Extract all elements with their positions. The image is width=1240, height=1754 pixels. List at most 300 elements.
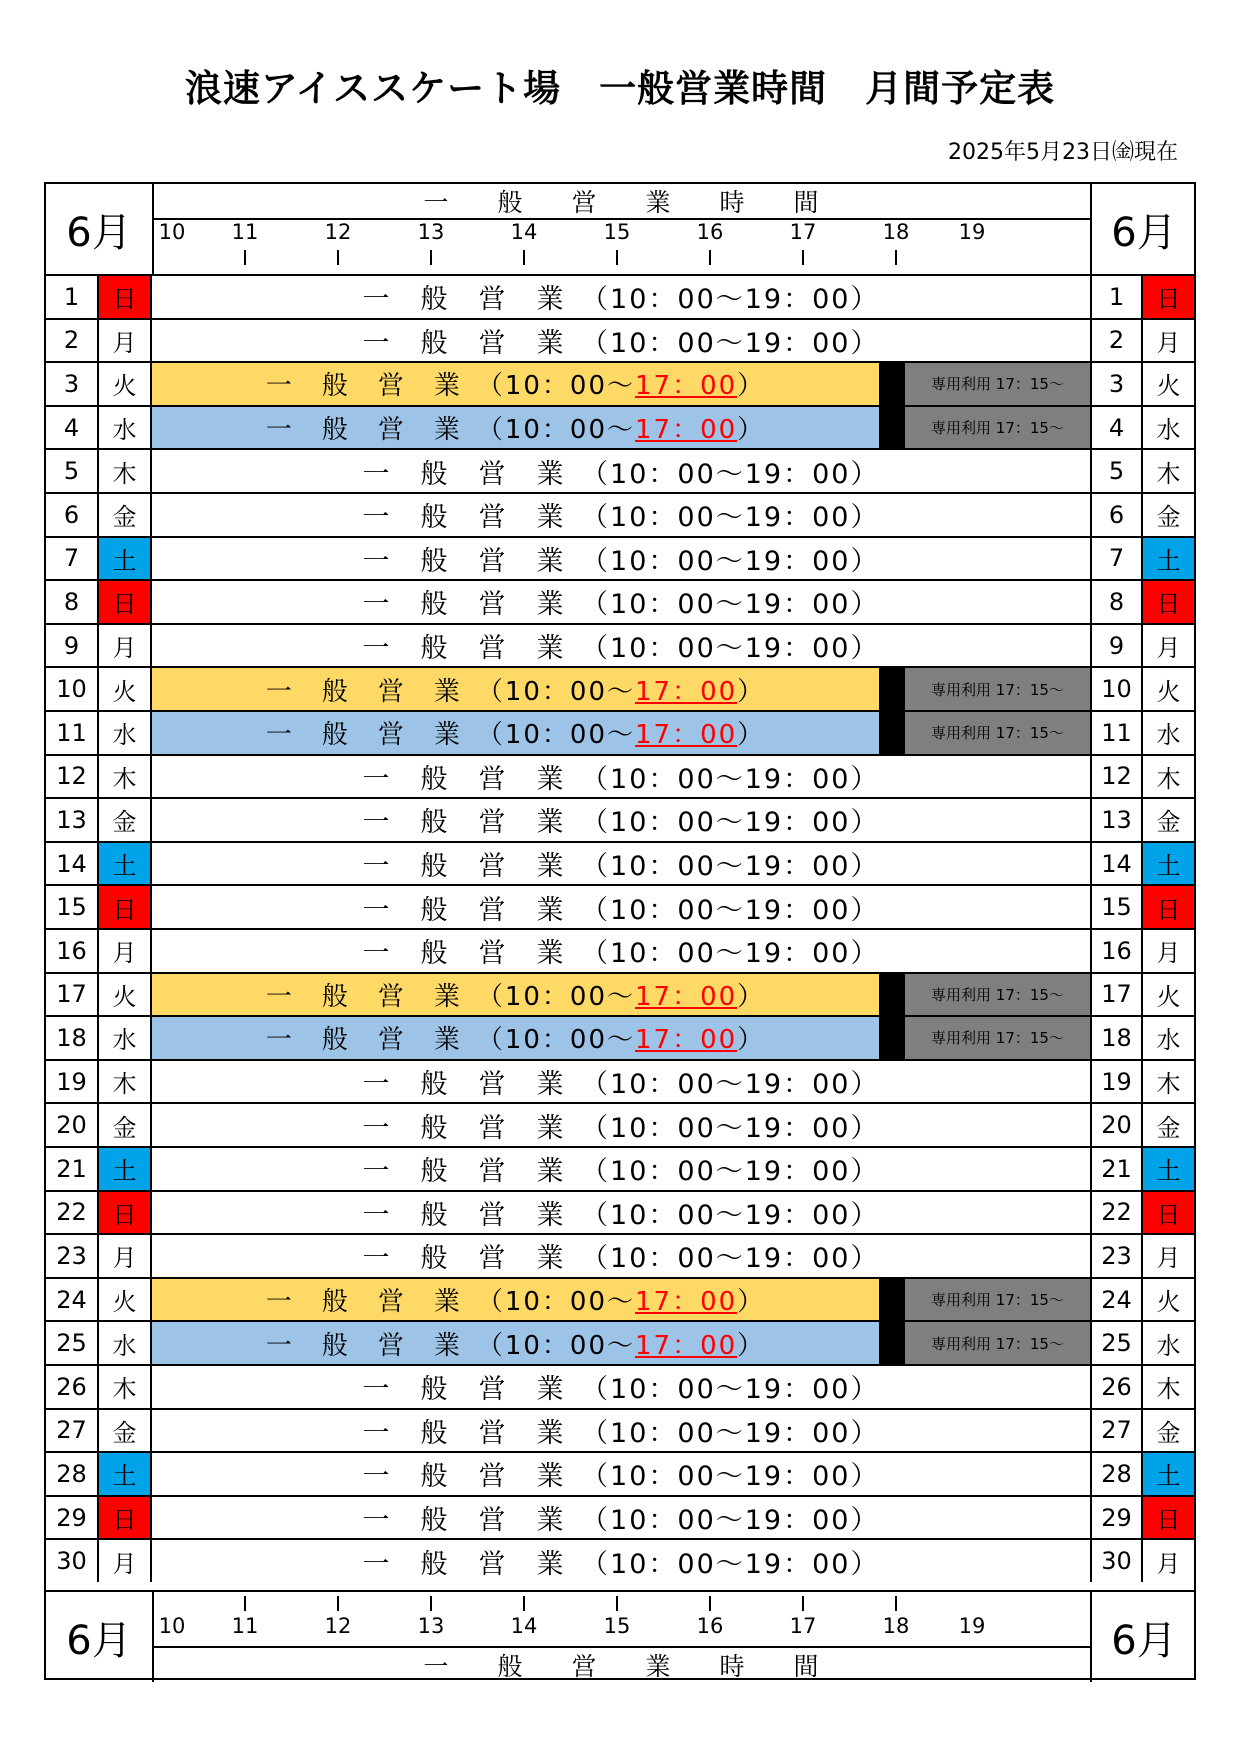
date-number: 26	[46, 1366, 99, 1408]
hour-tick-label: 19	[958, 1614, 986, 1638]
hours-bar	[152, 450, 1090, 492]
general-hours-text: 一 般 営 業 （10：00～19：00）	[362, 763, 880, 795]
weekday-label: 土	[1143, 538, 1194, 580]
weekday-label: 火	[1156, 982, 1181, 1011]
weekday-cell	[99, 320, 152, 362]
weekday-cell	[99, 843, 152, 885]
general-hours-text: 一 般 営 業 （10：00～19：00）	[362, 851, 880, 883]
schedule-table	[44, 182, 1196, 1680]
hours-bar	[152, 843, 1090, 885]
hours-bar	[152, 1410, 1090, 1452]
date-number: 27	[46, 1410, 99, 1452]
as-of-date: 2025年5月23日㈮現在	[948, 140, 1178, 165]
date-number: 26	[1090, 1366, 1143, 1408]
hour-tick-mark	[430, 1596, 432, 1611]
date-number: 9	[1090, 625, 1143, 667]
weekday-cell	[1143, 1540, 1194, 1582]
general-hours-text: 一 般 営 業 （10：00～19：00）	[362, 1461, 880, 1493]
hour-tick-label: 17	[789, 1614, 817, 1638]
general-hours-text: 一 般 営 業 （10：00～19：00）	[362, 1112, 880, 1144]
short-hours-suffix: ）	[737, 371, 766, 402]
general-hours-text: 一 般 営 業 （10：00～19：00）	[362, 327, 880, 359]
general-hours-text: 一 般 営 業 （10：00～19：00）	[362, 589, 880, 621]
short-hours-prefix: 一 般 営 業 （10：00～	[265, 981, 635, 1012]
time-axis-top	[152, 184, 1090, 274]
hours-bar	[152, 930, 1090, 972]
hours-bar	[152, 1540, 1090, 1582]
day-row	[46, 1451, 1194, 1495]
weekday-cell	[1143, 712, 1194, 754]
weekday-cell	[99, 276, 152, 318]
weekday-label: 火	[112, 677, 137, 706]
date-number: 7	[46, 538, 99, 580]
hours-bar	[152, 363, 1090, 405]
weekday-label: 金	[112, 1113, 137, 1142]
day-row	[46, 754, 1194, 798]
early-close-time: 17：00	[634, 981, 738, 1012]
date-number: 22	[1090, 1192, 1143, 1234]
weekday-cell	[1143, 1017, 1194, 1059]
weekday-cell	[1143, 1235, 1194, 1277]
short-hours-suffix: ）	[737, 1330, 766, 1361]
closed-gap-block	[879, 712, 905, 754]
weekday-label: 水	[112, 416, 137, 445]
private-use-block: 専用利用 17：15～	[905, 974, 1090, 1016]
weekday-cell	[99, 1410, 152, 1452]
weekday-cell	[1143, 494, 1194, 536]
hours-bar	[152, 1497, 1090, 1539]
hours-bar	[152, 407, 1090, 449]
short-hours-suffix: ）	[737, 1287, 766, 1318]
short-hours-bar	[152, 1322, 879, 1364]
hour-tick-mark	[430, 250, 432, 265]
date-number: 8	[1090, 581, 1143, 623]
weekday-label: 日	[1143, 1497, 1194, 1539]
date-number: 23	[46, 1235, 99, 1277]
day-row	[46, 405, 1194, 449]
weekday-label: 水	[112, 1026, 137, 1055]
weekday-label: 月	[1156, 634, 1181, 663]
weekday-cell	[99, 1279, 152, 1321]
hour-tick-mark	[895, 250, 897, 265]
axis-label-char: 一	[423, 188, 449, 217]
date-number: 18	[1090, 1017, 1143, 1059]
hour-tick-label: 16	[696, 1614, 724, 1638]
weekday-label: 金	[112, 808, 137, 837]
hours-bar	[152, 538, 1090, 580]
day-row	[46, 536, 1194, 580]
weekday-label: 土	[99, 843, 150, 885]
time-axis-bottom	[152, 1592, 1090, 1682]
hour-tick-mark	[244, 1596, 246, 1611]
hour-tick-label: 12	[324, 1614, 352, 1638]
short-hours-prefix: 一 般 営 業 （10：00～	[265, 371, 635, 402]
weekday-cell	[99, 625, 152, 667]
short-hours-bar	[152, 407, 879, 449]
weekday-label: 水	[1156, 721, 1181, 750]
general-hours-text: 一 般 営 業 （10：00～19：00）	[362, 1548, 880, 1580]
weekday-label: 日	[99, 581, 150, 623]
weekday-label: 金	[1156, 1418, 1181, 1447]
weekday-label: 日	[1143, 1192, 1194, 1234]
short-hours-bar	[152, 668, 879, 710]
short-hours-suffix: ）	[737, 1025, 766, 1056]
hour-tick-mark	[337, 250, 339, 265]
day-row	[46, 666, 1194, 710]
hour-tick-label: 14	[510, 1614, 538, 1638]
weekday-label: 土	[1143, 1453, 1194, 1495]
short-hours-suffix: ）	[737, 676, 766, 707]
early-close-time: 17：00	[634, 1025, 738, 1056]
weekday-label: 月	[1156, 328, 1181, 357]
day-row	[46, 1146, 1194, 1190]
axis-label-char: 業	[645, 188, 671, 217]
general-hours-text: 一 般 営 業 （10：00～19：00）	[362, 502, 880, 534]
short-hours-bar	[152, 712, 879, 754]
weekday-cell	[99, 494, 152, 536]
general-hours-text: 一 般 営 業 （10：00～19：00）	[362, 894, 880, 926]
weekday-cell	[1143, 1366, 1194, 1408]
axis-label-char: 間	[793, 188, 819, 217]
day-row	[46, 797, 1194, 841]
date-number: 19	[46, 1061, 99, 1103]
hour-tick-label: 13	[417, 1614, 445, 1638]
weekday-cell	[1143, 974, 1194, 1016]
date-number: 20	[46, 1104, 99, 1146]
day-row	[46, 1495, 1194, 1539]
weekday-label: 日	[99, 1497, 150, 1539]
hours-bar	[152, 1017, 1090, 1059]
weekday-label: 月	[112, 1549, 137, 1578]
hour-tick-label: 11	[231, 1614, 259, 1638]
hours-bar	[152, 1061, 1090, 1103]
general-hours-text: 一 般 営 業 （10：00～19：00）	[362, 1243, 880, 1275]
hour-tick-mark	[523, 250, 525, 265]
weekday-cell	[99, 363, 152, 405]
closed-gap-block	[879, 974, 905, 1016]
weekday-label: 月	[1156, 1549, 1181, 1578]
day-row	[46, 1364, 1194, 1408]
private-use-block: 専用利用 17：15～	[905, 1322, 1090, 1364]
date-number: 9	[46, 625, 99, 667]
weekday-label: 金	[1156, 1113, 1181, 1142]
private-use-block: 専用利用 17：15～	[905, 668, 1090, 710]
weekday-label: 金	[112, 1418, 137, 1447]
weekday-cell	[1143, 1104, 1194, 1146]
axis-label-char: 時	[719, 1652, 745, 1681]
weekday-label: 水	[1156, 1331, 1181, 1360]
day-row	[46, 274, 1194, 318]
hours-bar	[152, 1192, 1090, 1234]
hours-bar	[152, 756, 1090, 798]
weekday-cell	[99, 1061, 152, 1103]
hours-bar	[152, 1235, 1090, 1277]
hour-tick-mark	[709, 250, 711, 265]
weekday-cell	[99, 668, 152, 710]
weekday-label: 土	[1143, 1148, 1194, 1190]
weekday-cell	[99, 886, 152, 928]
weekday-label: 土	[99, 1148, 150, 1190]
date-number: 4	[46, 407, 99, 449]
hours-bar	[152, 886, 1090, 928]
weekday-cell	[1143, 363, 1194, 405]
weekday-cell	[99, 1366, 152, 1408]
month-label-bottom-left: 6月	[46, 1592, 154, 1682]
date-number: 7	[1090, 538, 1143, 580]
day-row	[46, 1408, 1194, 1452]
hours-bar	[152, 668, 1090, 710]
closed-gap-block	[879, 407, 905, 449]
general-hours-text: 一 般 営 業 （10：00～19：00）	[362, 1156, 880, 1188]
date-number: 3	[1090, 363, 1143, 405]
day-row	[46, 492, 1194, 536]
short-hours-bar	[152, 363, 879, 405]
weekday-cell	[1143, 756, 1194, 798]
hour-tick-label: 17	[789, 220, 817, 244]
weekday-label: 日	[1143, 276, 1194, 318]
weekday-label: 火	[1156, 1288, 1181, 1317]
weekday-cell	[99, 1192, 152, 1234]
date-number: 2	[1090, 320, 1143, 362]
hour-tick-mark	[616, 1596, 618, 1611]
date-number: 6	[1090, 494, 1143, 536]
weekday-label: 水	[1156, 416, 1181, 445]
early-close-time: 17：00	[634, 371, 738, 402]
weekday-label: 木	[1156, 1375, 1181, 1404]
date-number: 17	[1090, 974, 1143, 1016]
hour-tick-mark	[244, 250, 246, 265]
hour-tick-label: 19	[958, 220, 986, 244]
date-number: 29	[46, 1497, 99, 1539]
day-row	[46, 972, 1194, 1016]
hour-tick-label: 18	[882, 220, 910, 244]
weekday-label: 土	[99, 1453, 150, 1495]
hours-bar	[152, 494, 1090, 536]
weekday-label: 火	[112, 1288, 137, 1317]
axis-label-char: 般	[497, 188, 523, 217]
general-hours-text: 一 般 営 業 （10：00～19：00）	[362, 1417, 880, 1449]
axis-label-char: 業	[645, 1652, 671, 1681]
axis-label-char: 般	[497, 1652, 523, 1681]
date-number: 21	[1090, 1148, 1143, 1190]
date-number: 30	[1090, 1540, 1143, 1582]
hours-bar	[152, 625, 1090, 667]
general-hours-text: 一 般 営 業 （10：00～19：00）	[362, 1069, 880, 1101]
weekday-cell	[1143, 538, 1194, 580]
weekday-cell	[99, 581, 152, 623]
date-number: 12	[1090, 756, 1143, 798]
weekday-label: 金	[1156, 503, 1181, 532]
weekday-label: 木	[1156, 1070, 1181, 1099]
date-number: 10	[46, 668, 99, 710]
weekday-cell	[99, 407, 152, 449]
hours-bar	[152, 799, 1090, 841]
short-hours-prefix: 一 般 営 業 （10：00～	[265, 415, 635, 446]
hours-bar	[152, 1453, 1090, 1495]
date-number: 19	[1090, 1061, 1143, 1103]
date-number: 25	[46, 1322, 99, 1364]
date-number: 18	[46, 1017, 99, 1059]
hour-tick-mark	[802, 1596, 804, 1611]
date-number: 11	[46, 712, 99, 754]
weekday-cell	[99, 1104, 152, 1146]
date-number: 14	[1090, 843, 1143, 885]
weekday-cell	[99, 974, 152, 1016]
weekday-cell	[1143, 930, 1194, 972]
date-number: 15	[1090, 886, 1143, 928]
weekday-label: 木	[112, 1070, 137, 1099]
short-hours-prefix: 一 般 営 業 （10：00～	[265, 1025, 635, 1056]
private-use-block: 専用利用 17：15～	[905, 712, 1090, 754]
day-row	[46, 1102, 1194, 1146]
weekday-cell	[1143, 1192, 1194, 1234]
short-hours-prefix: 一 般 営 業 （10：00～	[265, 676, 635, 707]
weekday-label: 土	[99, 538, 150, 580]
short-hours-bar	[152, 974, 879, 1016]
private-use-block: 専用利用 17：15～	[905, 1017, 1090, 1059]
date-number: 28	[46, 1453, 99, 1495]
general-hours-text: 一 般 営 業 （10：00～19：00）	[362, 458, 880, 490]
weekday-label: 月	[112, 1244, 137, 1273]
weekday-cell	[99, 1497, 152, 1539]
hours-bar	[152, 320, 1090, 362]
day-row	[46, 1277, 1194, 1321]
general-hours-text: 一 般 営 業 （10：00～19：00）	[362, 1199, 880, 1231]
date-number: 29	[1090, 1497, 1143, 1539]
hour-tick-label: 12	[324, 220, 352, 244]
general-hours-text: 一 般 営 業 （10：00～19：00）	[362, 1374, 880, 1406]
hour-tick-label: 15	[603, 220, 631, 244]
date-number: 1	[46, 276, 99, 318]
axis-label-char: 時	[719, 188, 745, 217]
weekday-cell	[99, 538, 152, 580]
date-number: 12	[46, 756, 99, 798]
date-number: 6	[46, 494, 99, 536]
axis-label-char: 営	[571, 1652, 597, 1681]
date-number: 4	[1090, 407, 1143, 449]
date-number: 27	[1090, 1410, 1143, 1452]
weekday-cell	[99, 1322, 152, 1364]
hour-tick-mark	[895, 1596, 897, 1611]
weekday-cell	[1143, 1061, 1194, 1103]
weekday-label: 日	[99, 1192, 150, 1234]
date-number: 22	[46, 1192, 99, 1234]
axis-label-bottom	[152, 1646, 1090, 1682]
weekday-cell	[99, 1148, 152, 1190]
hour-tick-label: 16	[696, 220, 724, 244]
short-hours-prefix: 一 般 営 業 （10：00～	[265, 720, 635, 751]
hours-bar	[152, 581, 1090, 623]
axis-label-char: 営	[571, 188, 597, 217]
weekday-label: 火	[112, 982, 137, 1011]
closed-gap-block	[879, 1322, 905, 1364]
day-row	[46, 928, 1194, 972]
hour-tick-mark	[802, 250, 804, 265]
hours-bar	[152, 712, 1090, 754]
early-close-time: 17：00	[634, 415, 738, 446]
date-number: 17	[46, 974, 99, 1016]
weekday-cell	[99, 1017, 152, 1059]
short-hours-bar	[152, 1017, 879, 1059]
axis-label-char: 間	[793, 1652, 819, 1681]
general-hours-text: 一 般 営 業 （10：00～19：00）	[362, 545, 880, 577]
day-row	[46, 1233, 1194, 1277]
weekday-cell	[1143, 276, 1194, 318]
short-hours-suffix: ）	[737, 720, 766, 751]
date-number: 1	[1090, 276, 1143, 318]
date-number: 28	[1090, 1453, 1143, 1495]
weekday-cell	[1143, 1148, 1194, 1190]
date-number: 25	[1090, 1322, 1143, 1364]
header-bottom	[46, 1590, 1194, 1682]
day-row	[46, 1320, 1194, 1364]
date-number: 16	[46, 930, 99, 972]
weekday-label: 木	[112, 764, 137, 793]
weekday-cell	[1143, 1497, 1194, 1539]
hour-tick-label: 13	[417, 220, 445, 244]
weekday-label: 火	[1156, 372, 1181, 401]
date-number: 23	[1090, 1235, 1143, 1277]
hour-tick-mark	[337, 1596, 339, 1611]
date-number: 5	[1090, 450, 1143, 492]
weekday-label: 火	[1156, 677, 1181, 706]
date-number: 13	[46, 799, 99, 841]
weekday-label: 月	[1156, 939, 1181, 968]
weekday-cell	[1143, 625, 1194, 667]
hours-bar	[152, 1322, 1090, 1364]
axis-label-top	[152, 184, 1090, 220]
day-row	[46, 318, 1194, 362]
weekday-cell	[99, 712, 152, 754]
weekday-cell	[99, 799, 152, 841]
day-row	[46, 1538, 1194, 1582]
closed-gap-block	[879, 363, 905, 405]
weekday-cell	[1143, 668, 1194, 710]
hour-tick-label: 10	[158, 1614, 186, 1638]
day-row	[46, 623, 1194, 667]
weekday-cell	[99, 1540, 152, 1582]
date-number: 15	[46, 886, 99, 928]
closed-gap-block	[879, 668, 905, 710]
weekday-cell	[99, 756, 152, 798]
hour-tick-mark	[616, 250, 618, 265]
date-number: 30	[46, 1540, 99, 1582]
early-close-time: 17：00	[634, 1330, 738, 1361]
general-hours-text: 一 般 営 業 （10：00～19：00）	[362, 938, 880, 970]
hour-tick-label: 14	[510, 220, 538, 244]
date-number: 24	[46, 1279, 99, 1321]
day-row	[46, 884, 1194, 928]
date-number: 14	[46, 843, 99, 885]
early-close-time: 17：00	[634, 1287, 738, 1318]
weekday-label: 火	[112, 372, 137, 401]
date-number: 3	[46, 363, 99, 405]
general-hours-text: 一 般 営 業 （10：00～19：00）	[362, 633, 880, 665]
weekday-label: 日	[1143, 886, 1194, 928]
weekday-cell	[1143, 450, 1194, 492]
weekday-label: 水	[1156, 1026, 1181, 1055]
weekday-label: 日	[1143, 581, 1194, 623]
weekday-label: 水	[112, 1331, 137, 1360]
weekday-label: 月	[112, 939, 137, 968]
short-hours-bar	[152, 1279, 879, 1321]
hour-tick-label: 15	[603, 1614, 631, 1638]
date-number: 11	[1090, 712, 1143, 754]
weekday-cell	[1143, 886, 1194, 928]
weekday-cell	[1143, 1322, 1194, 1364]
weekday-label: 木	[112, 1375, 137, 1404]
general-hours-text: 一 般 営 業 （10：00～19：00）	[362, 1505, 880, 1537]
